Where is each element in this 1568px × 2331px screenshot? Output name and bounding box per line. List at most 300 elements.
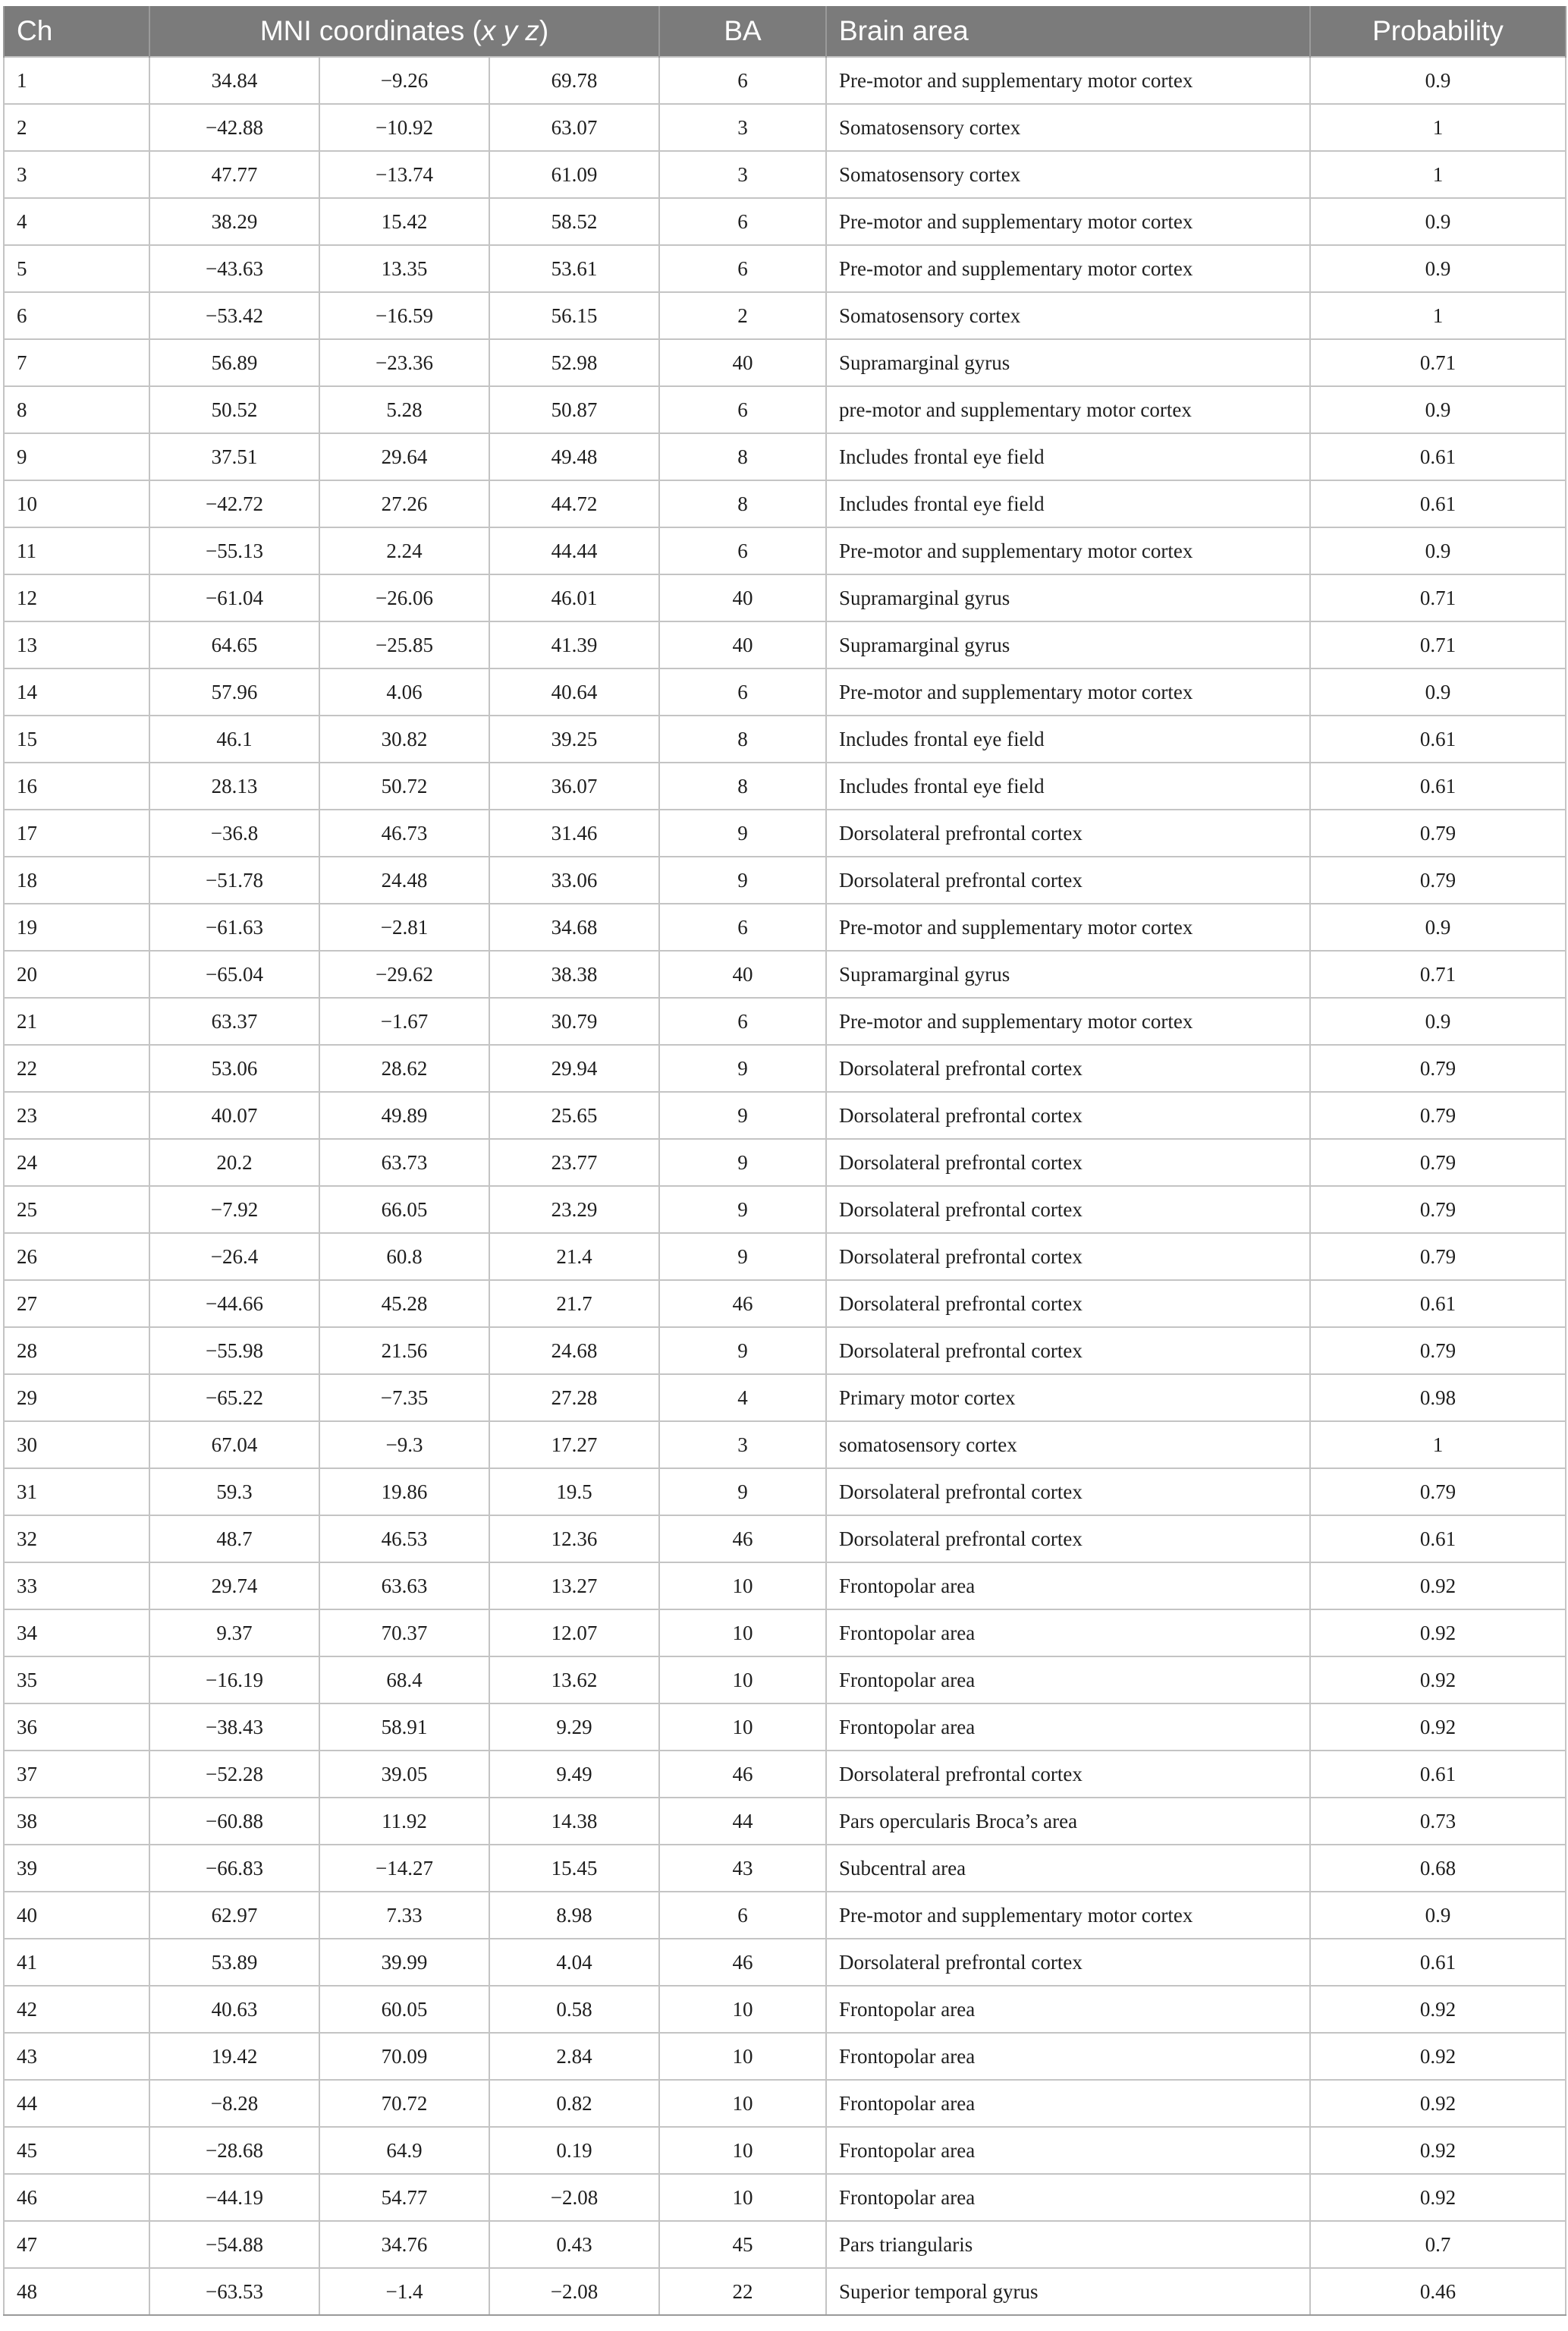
ba-cell: 6 xyxy=(659,998,826,1045)
brain-area-cell: Frontopolar area xyxy=(826,2127,1310,2174)
mni-z-cell: 0.82 xyxy=(489,2080,659,2127)
mni-z-cell: 0.43 xyxy=(489,2221,659,2268)
ba-cell: 6 xyxy=(659,198,826,245)
mni-y-cell: −26.06 xyxy=(319,574,489,621)
ba-cell: 3 xyxy=(659,104,826,151)
mni-y-cell: 49.89 xyxy=(319,1092,489,1139)
mni-y-cell: 54.77 xyxy=(319,2174,489,2221)
probability-cell: 0.92 xyxy=(1310,1986,1566,2033)
ba-cell: 9 xyxy=(659,1233,826,1280)
mni-x-cell: −60.88 xyxy=(149,1798,319,1845)
ch-cell: 24 xyxy=(4,1139,149,1186)
mni-y-cell: 39.99 xyxy=(319,1939,489,1986)
mni-x-cell: 9.37 xyxy=(149,1609,319,1656)
mni-x-cell: 53.89 xyxy=(149,1939,319,1986)
table-row xyxy=(4,339,1566,386)
mni-z-cell: 24.68 xyxy=(489,1327,659,1374)
mni-z-cell: 9.29 xyxy=(489,1703,659,1751)
probability-cell: 0.61 xyxy=(1310,1939,1566,1986)
brain-area-cell: Pre-motor and supplementary motor cortex xyxy=(826,57,1310,104)
mni-x-cell: 34.84 xyxy=(149,57,319,104)
mni-z-cell: 34.68 xyxy=(489,904,659,951)
mni-x-cell: −65.22 xyxy=(149,1374,319,1421)
brain-area-cell: Somatosensory cortex xyxy=(826,151,1310,198)
ch-cell: 6 xyxy=(4,292,149,339)
ch-cell: 43 xyxy=(4,2033,149,2080)
ba-cell: 8 xyxy=(659,480,826,527)
mni-z-cell: 2.84 xyxy=(489,2033,659,2080)
table-header xyxy=(4,6,1566,57)
table-row xyxy=(4,904,1566,951)
ba-cell: 8 xyxy=(659,716,826,763)
mni-z-cell: 58.52 xyxy=(489,198,659,245)
table-row xyxy=(4,433,1566,480)
probability-cell: 0.92 xyxy=(1310,2127,1566,2174)
brain-area-cell: Pre-motor and supplementary motor cortex xyxy=(826,904,1310,951)
mni-z-cell: 4.04 xyxy=(489,1939,659,1986)
ch-cell: 27 xyxy=(4,1280,149,1327)
ch-cell: 41 xyxy=(4,1939,149,1986)
mni-x-cell: −28.68 xyxy=(149,2127,319,2174)
mni-z-cell: 33.06 xyxy=(489,857,659,904)
ch-cell: 25 xyxy=(4,1186,149,1233)
ch-cell: 10 xyxy=(4,480,149,527)
mni-z-cell: 31.46 xyxy=(489,810,659,857)
mni-x-cell: −42.72 xyxy=(149,480,319,527)
table-row xyxy=(4,1327,1566,1374)
ba-cell: 44 xyxy=(659,1798,826,1845)
mni-y-cell: −1.67 xyxy=(319,998,489,1045)
brain-area-cell: Supramarginal gyrus xyxy=(826,621,1310,668)
mni-z-cell: 46.01 xyxy=(489,574,659,621)
mni-y-cell: −9.3 xyxy=(319,1421,489,1468)
table-row xyxy=(4,151,1566,198)
ch-cell: 1 xyxy=(4,57,149,104)
ba-cell: 10 xyxy=(659,2127,826,2174)
ch-cell: 29 xyxy=(4,1374,149,1421)
probability-cell: 0.9 xyxy=(1310,198,1566,245)
probability-cell: 0.79 xyxy=(1310,1186,1566,1233)
ch-cell: 34 xyxy=(4,1609,149,1656)
mni-y-cell: 30.82 xyxy=(319,716,489,763)
table-row xyxy=(4,1703,1566,1751)
mni-z-cell: 17.27 xyxy=(489,1421,659,1468)
mni-x-cell: 62.97 xyxy=(149,1892,319,1939)
ch-cell: 48 xyxy=(4,2268,149,2315)
table-row xyxy=(4,1468,1566,1515)
probability-cell: 0.92 xyxy=(1310,1656,1566,1703)
probability-cell: 1 xyxy=(1310,104,1566,151)
brain-area-cell: Pars opercularis Broca’s area xyxy=(826,1798,1310,1845)
ba-cell: 6 xyxy=(659,527,826,574)
ch-cell: 12 xyxy=(4,574,149,621)
mni-x-cell: −52.28 xyxy=(149,1751,319,1798)
ch-cell: 39 xyxy=(4,1845,149,1892)
mni-z-cell: 23.77 xyxy=(489,1139,659,1186)
mni-z-cell: 50.87 xyxy=(489,386,659,433)
brain-area-cell: Frontopolar area xyxy=(826,1656,1310,1703)
probability-cell: 0.9 xyxy=(1310,998,1566,1045)
header-ch: Ch xyxy=(4,6,149,57)
brain-area-cell: Dorsolateral prefrontal cortex xyxy=(826,1186,1310,1233)
mni-y-cell: 15.42 xyxy=(319,198,489,245)
brain-area-cell: Includes frontal eye field xyxy=(826,716,1310,763)
probability-cell: 0.79 xyxy=(1310,857,1566,904)
mni-z-cell: 13.62 xyxy=(489,1656,659,1703)
mni-z-cell: 52.98 xyxy=(489,339,659,386)
mni-x-cell: 28.13 xyxy=(149,763,319,810)
mni-z-cell: 25.65 xyxy=(489,1092,659,1139)
ch-cell: 16 xyxy=(4,763,149,810)
table-row xyxy=(4,2268,1566,2315)
table-row xyxy=(4,668,1566,716)
ba-cell: 10 xyxy=(659,1986,826,2033)
mni-z-cell: 15.45 xyxy=(489,1845,659,1892)
table-row xyxy=(4,1986,1566,2033)
ch-cell: 47 xyxy=(4,2221,149,2268)
brain-area-cell: Frontopolar area xyxy=(826,1703,1310,1751)
probability-cell: 0.79 xyxy=(1310,1139,1566,1186)
ch-cell: 20 xyxy=(4,951,149,998)
ba-cell: 3 xyxy=(659,1421,826,1468)
mni-y-cell: 28.62 xyxy=(319,1045,489,1092)
probability-cell: 0.7 xyxy=(1310,2221,1566,2268)
ch-cell: 35 xyxy=(4,1656,149,1703)
mni-x-cell: 53.06 xyxy=(149,1045,319,1092)
brain-area-cell: Dorsolateral prefrontal cortex xyxy=(826,1468,1310,1515)
mni-y-cell: −14.27 xyxy=(319,1845,489,1892)
probability-cell: 0.61 xyxy=(1310,763,1566,810)
ch-cell: 18 xyxy=(4,857,149,904)
brain-area-cell: Pars triangularis xyxy=(826,2221,1310,2268)
mni-x-cell: 48.7 xyxy=(149,1515,319,1562)
ba-cell: 9 xyxy=(659,857,826,904)
mni-x-cell: 57.96 xyxy=(149,668,319,716)
table-row xyxy=(4,1374,1566,1421)
table-row xyxy=(4,1892,1566,1939)
mni-z-cell: 61.09 xyxy=(489,151,659,198)
probability-cell: 0.71 xyxy=(1310,621,1566,668)
mni-x-cell: −44.66 xyxy=(149,1280,319,1327)
ba-cell: 3 xyxy=(659,151,826,198)
ch-cell: 30 xyxy=(4,1421,149,1468)
mni-y-cell: 63.73 xyxy=(319,1139,489,1186)
mni-z-cell: 0.58 xyxy=(489,1986,659,2033)
ba-cell: 40 xyxy=(659,951,826,998)
ba-cell: 8 xyxy=(659,763,826,810)
ch-cell: 36 xyxy=(4,1703,149,1751)
mni-coordinates-table xyxy=(3,6,1566,2316)
ba-cell: 10 xyxy=(659,2033,826,2080)
header-mni-vars: x y z xyxy=(481,15,539,46)
header-mni-coordinates xyxy=(149,6,659,57)
ch-cell: 8 xyxy=(4,386,149,433)
mni-x-cell: 38.29 xyxy=(149,198,319,245)
mni-x-cell: 50.52 xyxy=(149,386,319,433)
table-row xyxy=(4,2127,1566,2174)
mni-x-cell: 47.77 xyxy=(149,151,319,198)
brain-area-cell: Dorsolateral prefrontal cortex xyxy=(826,1939,1310,1986)
ba-cell: 6 xyxy=(659,245,826,292)
table-row xyxy=(4,1280,1566,1327)
ba-cell: 6 xyxy=(659,1892,826,1939)
ba-cell: 43 xyxy=(659,1845,826,1892)
probability-cell: 0.92 xyxy=(1310,1609,1566,1656)
ch-cell: 40 xyxy=(4,1892,149,1939)
probability-cell: 0.61 xyxy=(1310,433,1566,480)
ch-cell: 22 xyxy=(4,1045,149,1092)
header-mni-prefix: MNI coordinates ( xyxy=(259,15,482,46)
mni-y-cell: 68.4 xyxy=(319,1656,489,1703)
table-row xyxy=(4,1609,1566,1656)
probability-cell: 0.79 xyxy=(1310,1327,1566,1374)
ch-cell: 44 xyxy=(4,2080,149,2127)
mni-z-cell: 41.39 xyxy=(489,621,659,668)
table-row xyxy=(4,1139,1566,1186)
mni-x-cell: −61.63 xyxy=(149,904,319,951)
brain-area-cell: Subcentral area xyxy=(826,1845,1310,1892)
probability-cell: 0.73 xyxy=(1310,1798,1566,1845)
ba-cell: 10 xyxy=(659,1562,826,1609)
brain-area-cell: pre-motor and supplementary motor cortex xyxy=(826,386,1310,433)
probability-cell: 0.61 xyxy=(1310,1751,1566,1798)
mni-x-cell: −8.28 xyxy=(149,2080,319,2127)
ch-cell: 19 xyxy=(4,904,149,951)
mni-x-cell: 19.42 xyxy=(149,2033,319,2080)
mni-z-cell: 44.44 xyxy=(489,527,659,574)
table-row xyxy=(4,621,1566,668)
brain-area-cell: Frontopolar area xyxy=(826,1986,1310,2033)
table-row xyxy=(4,104,1566,151)
brain-area-cell: Supramarginal gyrus xyxy=(826,339,1310,386)
header-brain-area: Brain area xyxy=(826,6,1310,57)
probability-cell: 0.92 xyxy=(1310,2033,1566,2080)
probability-cell: 0.71 xyxy=(1310,951,1566,998)
ba-cell: 6 xyxy=(659,57,826,104)
table-row xyxy=(4,951,1566,998)
table-body xyxy=(4,57,1566,2315)
brain-area-cell: Dorsolateral prefrontal cortex xyxy=(826,810,1310,857)
ch-cell: 17 xyxy=(4,810,149,857)
ba-cell: 9 xyxy=(659,1468,826,1515)
mni-y-cell: 64.9 xyxy=(319,2127,489,2174)
mni-y-cell: 34.76 xyxy=(319,2221,489,2268)
ch-cell: 3 xyxy=(4,151,149,198)
table-row xyxy=(4,1233,1566,1280)
mni-x-cell: −63.53 xyxy=(149,2268,319,2315)
table-row xyxy=(4,1092,1566,1139)
ch-cell: 38 xyxy=(4,1798,149,1845)
table-row xyxy=(4,57,1566,104)
mni-x-cell: −66.83 xyxy=(149,1845,319,1892)
brain-area-cell: Dorsolateral prefrontal cortex xyxy=(826,1045,1310,1092)
mni-z-cell: 0.19 xyxy=(489,2127,659,2174)
mni-x-cell: 56.89 xyxy=(149,339,319,386)
mni-x-cell: 20.2 xyxy=(149,1139,319,1186)
mni-y-cell: 21.56 xyxy=(319,1327,489,1374)
brain-area-cell: Pre-motor and supplementary motor cortex xyxy=(826,668,1310,716)
ba-cell: 40 xyxy=(659,574,826,621)
ba-cell: 4 xyxy=(659,1374,826,1421)
probability-cell: 0.71 xyxy=(1310,574,1566,621)
ba-cell: 6 xyxy=(659,904,826,951)
mni-y-cell: −29.62 xyxy=(319,951,489,998)
probability-cell: 0.61 xyxy=(1310,1515,1566,1562)
mni-y-cell: 11.92 xyxy=(319,1798,489,1845)
ch-cell: 14 xyxy=(4,668,149,716)
brain-area-cell: Dorsolateral prefrontal cortex xyxy=(826,1751,1310,1798)
probability-cell: 0.46 xyxy=(1310,2268,1566,2315)
ch-cell: 42 xyxy=(4,1986,149,2033)
table-row xyxy=(4,1045,1566,1092)
mni-x-cell: −55.98 xyxy=(149,1327,319,1374)
brain-area-cell: Supramarginal gyrus xyxy=(826,574,1310,621)
mni-y-cell: 70.37 xyxy=(319,1609,489,1656)
mni-y-cell: 50.72 xyxy=(319,763,489,810)
mni-x-cell: −55.13 xyxy=(149,527,319,574)
mni-z-cell: 49.48 xyxy=(489,433,659,480)
mni-x-cell: −7.92 xyxy=(149,1186,319,1233)
ba-cell: 8 xyxy=(659,433,826,480)
ch-cell: 23 xyxy=(4,1092,149,1139)
brain-area-cell: Dorsolateral prefrontal cortex xyxy=(826,1515,1310,1562)
ba-cell: 9 xyxy=(659,1327,826,1374)
ba-cell: 9 xyxy=(659,1186,826,1233)
probability-cell: 0.9 xyxy=(1310,57,1566,104)
table-row xyxy=(4,998,1566,1045)
brain-area-cell: Dorsolateral prefrontal cortex xyxy=(826,1280,1310,1327)
mni-y-cell: −9.26 xyxy=(319,57,489,104)
mni-z-cell: 29.94 xyxy=(489,1045,659,1092)
probability-cell: 0.71 xyxy=(1310,339,1566,386)
mni-y-cell: 46.53 xyxy=(319,1515,489,1562)
mni-z-cell: 8.98 xyxy=(489,1892,659,1939)
table-row xyxy=(4,1421,1566,1468)
mni-z-cell: 12.07 xyxy=(489,1609,659,1656)
ba-cell: 45 xyxy=(659,2221,826,2268)
ch-cell: 15 xyxy=(4,716,149,763)
mni-x-cell: 46.1 xyxy=(149,716,319,763)
probability-cell: 0.9 xyxy=(1310,527,1566,574)
mni-y-cell: 58.91 xyxy=(319,1703,489,1751)
table-row xyxy=(4,2033,1566,2080)
brain-area-cell: Frontopolar area xyxy=(826,2174,1310,2221)
table-row xyxy=(4,1751,1566,1798)
probability-cell: 0.68 xyxy=(1310,1845,1566,1892)
mni-y-cell: 70.09 xyxy=(319,2033,489,2080)
probability-cell: 0.9 xyxy=(1310,904,1566,951)
brain-area-cell: Pre-motor and supplementary motor cortex xyxy=(826,198,1310,245)
table-row xyxy=(4,1186,1566,1233)
brain-area-cell: Superior temporal gyrus xyxy=(826,2268,1310,2315)
brain-area-cell: Supramarginal gyrus xyxy=(826,951,1310,998)
ba-cell: 46 xyxy=(659,1939,826,1986)
ba-cell: 40 xyxy=(659,339,826,386)
table-row xyxy=(4,2174,1566,2221)
probability-cell: 1 xyxy=(1310,292,1566,339)
mni-z-cell: 40.64 xyxy=(489,668,659,716)
brain-area-cell: Dorsolateral prefrontal cortex xyxy=(826,1233,1310,1280)
mni-y-cell: −7.35 xyxy=(319,1374,489,1421)
mni-y-cell: 29.64 xyxy=(319,433,489,480)
mni-z-cell: 13.27 xyxy=(489,1562,659,1609)
ba-cell: 10 xyxy=(659,2174,826,2221)
table-row xyxy=(4,763,1566,810)
mni-y-cell: 60.05 xyxy=(319,1986,489,2033)
probability-cell: 0.61 xyxy=(1310,1280,1566,1327)
probability-cell: 0.79 xyxy=(1310,1092,1566,1139)
table-row xyxy=(4,245,1566,292)
header-mni-suffix: ) xyxy=(539,15,549,46)
brain-area-cell: Pre-motor and supplementary motor cortex xyxy=(826,1892,1310,1939)
mni-y-cell: −16.59 xyxy=(319,292,489,339)
ba-cell: 10 xyxy=(659,2080,826,2127)
mni-x-cell: −43.63 xyxy=(149,245,319,292)
mni-z-cell: 63.07 xyxy=(489,104,659,151)
probability-cell: 0.9 xyxy=(1310,668,1566,716)
ch-cell: 4 xyxy=(4,198,149,245)
mni-y-cell: 66.05 xyxy=(319,1186,489,1233)
table-row xyxy=(4,480,1566,527)
ch-cell: 26 xyxy=(4,1233,149,1280)
mni-x-cell: 40.07 xyxy=(149,1092,319,1139)
ba-cell: 46 xyxy=(659,1515,826,1562)
mni-y-cell: −13.74 xyxy=(319,151,489,198)
mni-x-cell: 59.3 xyxy=(149,1468,319,1515)
ch-cell: 2 xyxy=(4,104,149,151)
probability-cell: 0.79 xyxy=(1310,1233,1566,1280)
mni-y-cell: −25.85 xyxy=(319,621,489,668)
probability-cell: 1 xyxy=(1310,151,1566,198)
table-row xyxy=(4,1656,1566,1703)
brain-area-cell: Dorsolateral prefrontal cortex xyxy=(826,857,1310,904)
ch-cell: 28 xyxy=(4,1327,149,1374)
table-row xyxy=(4,1845,1566,1892)
brain-area-cell: Frontopolar area xyxy=(826,2033,1310,2080)
brain-area-cell: Frontopolar area xyxy=(826,2080,1310,2127)
brain-area-cell: Dorsolateral prefrontal cortex xyxy=(826,1327,1310,1374)
mni-x-cell: 37.51 xyxy=(149,433,319,480)
ba-cell: 6 xyxy=(659,668,826,716)
mni-x-cell: 40.63 xyxy=(149,1986,319,2033)
mni-y-cell: 7.33 xyxy=(319,1892,489,1939)
probability-cell: 0.9 xyxy=(1310,1892,1566,1939)
table-row xyxy=(4,1939,1566,1986)
table-row xyxy=(4,716,1566,763)
header-ba: BA xyxy=(659,6,826,57)
mni-x-cell: −51.78 xyxy=(149,857,319,904)
mni-z-cell: 44.72 xyxy=(489,480,659,527)
probability-cell: 1 xyxy=(1310,1421,1566,1468)
ba-cell: 9 xyxy=(659,810,826,857)
brain-area-cell: Pre-motor and supplementary motor cortex xyxy=(826,998,1310,1045)
mni-table-container xyxy=(3,6,1565,2316)
ch-cell: 5 xyxy=(4,245,149,292)
mni-x-cell: −26.4 xyxy=(149,1233,319,1280)
brain-area-cell: Dorsolateral prefrontal cortex xyxy=(826,1139,1310,1186)
mni-x-cell: 29.74 xyxy=(149,1562,319,1609)
ch-cell: 9 xyxy=(4,433,149,480)
probability-cell: 0.61 xyxy=(1310,480,1566,527)
brain-area-cell: Includes frontal eye field xyxy=(826,480,1310,527)
table-row xyxy=(4,810,1566,857)
table-row xyxy=(4,574,1566,621)
brain-area-cell: Primary motor cortex xyxy=(826,1374,1310,1421)
mni-x-cell: −65.04 xyxy=(149,951,319,998)
ba-cell: 9 xyxy=(659,1045,826,1092)
mni-y-cell: 63.63 xyxy=(319,1562,489,1609)
brain-area-cell: Somatosensory cortex xyxy=(826,104,1310,151)
